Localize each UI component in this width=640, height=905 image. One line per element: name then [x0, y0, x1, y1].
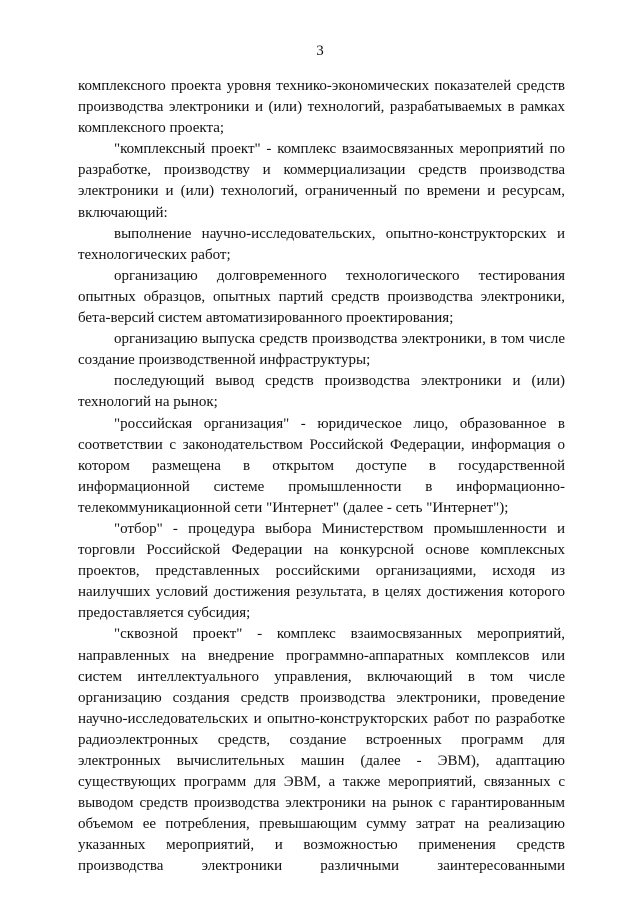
document-body: [78, 76, 565, 878]
paragraph-continuation: комплексного проекта уровня технико-экономических показателей средств производства электроники и (или) технологий, разрабатываемых в рамках комплексного проекта;: [78, 78, 565, 137]
paragraph-research-work: выполнение научно-исследовательских, опытно-конструкторских и технологических работ;: [78, 225, 565, 263]
paragraph-market-launch: последующий вывод средств производства электроники и (или) технологий на рынок;: [78, 373, 565, 411]
paragraph-complex-project-definition: "комплексный проект" - комплекс взаимосвязанных мероприятий по разработке, производству и коммерциализации средств производства электроники и (или) технологий, ограниченный по времени и ресурсам, включающий:: [78, 141, 565, 221]
paragraph-production-launch: организацию выпуска средств производства электроники, в том числе создание производственной инфраструктуры;: [78, 331, 565, 369]
paragraph-end-to-end-project-definition: "сквозной проект" - комплекс взаимосвязанных мероприятий, направленных на внедрение программно-аппаратных комплексов или систем интеллектуального управления, включающий в том числе организацию создания средств производства электроники, проведение научно-исследовательских и опытно-конструкторских работ по разработке радиоэлектронных средств, создание встроенных программ для электронных вычислительных машин (далее - ЭВМ), адаптацию существующих программ для ЭВМ, а также мероприятий, связанных с выводом средств производства электроники на рынок с гарантированным объемом ее потребления, превышающим сумму затрат на реализацию указанных мероприятий, и возможностью применения средств производства электроники различными заинтересованными: [78, 626, 565, 875]
page-number: 3: [316, 43, 324, 59]
paragraph-testing: организацию долговременного технологического тестирования опытных образцов, опытных партий средств производства электроники, бета-версий систем автоматизированного проектирования;: [78, 267, 565, 327]
paragraph-selection-definition: "отбор" - процедура выбора Министерством промышленности и торговли Российской Федерации на конкурсной основе комплексных проектов, представленных российскими организациями, исходя из наилучших условий достижения результата, в целях достижения которого предоставляется субсидия;: [78, 520, 565, 622]
paragraph-russian-organization-definition: "российская организация" - юридическое лицо, образованное в соответствии с законодательством Российской Федерации, информация о котором размещена в открытом доступе в государственной информационной системе промышленности в информационно-телекоммуникационной сети "Интернет" (далее - сеть "Интернет");: [78, 415, 565, 516]
